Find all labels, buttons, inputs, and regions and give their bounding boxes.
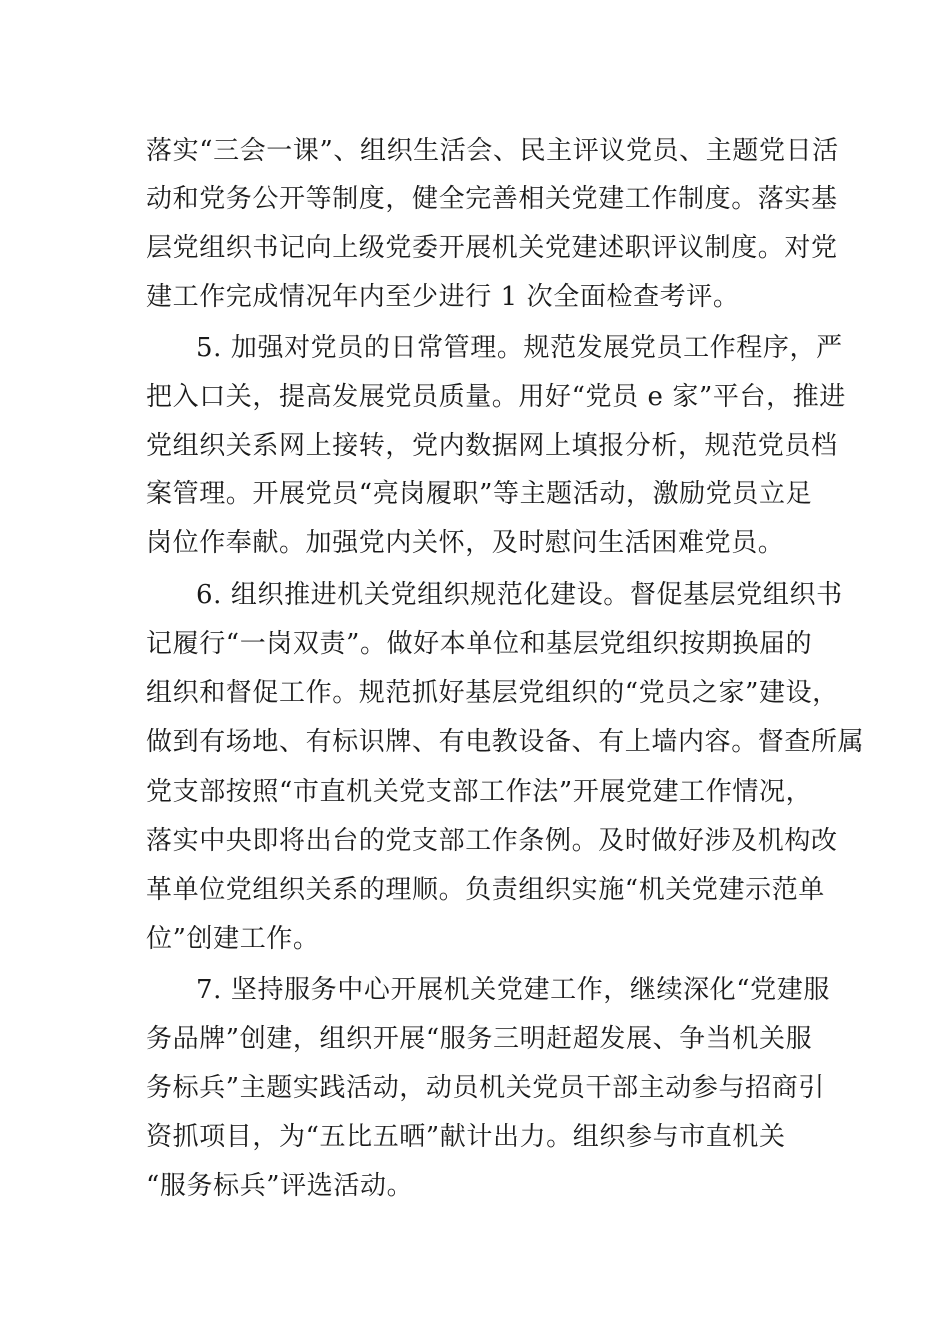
text-line-8: 案管理。开展党员“亮岗履职”等主题活动，激励党员立足 [146,479,813,509]
text-line-13: 做到有场地、有标识牌、有电教设备、有上墙内容。督查所属 [146,727,865,757]
text-line-16: 革单位党组织关系的理顺。负责组织实施“机关党建示范单 [146,875,825,905]
text-line-12: 组织和督促工作。规范抓好基层党组织的“党员之家”建设， [146,678,839,708]
text-line-2: 动和党务公开等制度，健全完善相关党建工作制度。落实基 [146,184,838,214]
text-line-21: 资抓项目，为“五比五晒”献计出力。组织参与市直机关 [146,1122,786,1152]
text-line-9: 岗位作奉献。加强党内关怀，及时慰问生活困难党员。 [146,528,785,558]
paragraph-5-start: 5. 加强对党员的日常管理。规范发展党员工作程序，严 [196,333,843,363]
text-line-7: 党组织关系网上接转，党内数据网上填报分析，规范党员档 [146,431,838,461]
text-line-6: 把入口关，提高发展党员质量。用好“党员 e 家”平台，推进 [146,382,846,412]
text-line-17: 位”创建工作。 [146,924,320,954]
text-line-14: 党支部按照“市直机关党支部工作法”开展党建工作情况， [146,777,813,807]
paragraph-6-start: 6. 组织推进机关党组织规范化建设。督促基层党组织书 [196,580,843,610]
text-line-4: 建工作完成情况年内至少进行 1 次全面检查考评。 [146,282,740,312]
text-line-11: 记履行“一岗双责”。做好本单位和基层党组织按期换届的 [146,629,813,659]
text-line-22: “服务标兵”评选活动。 [146,1171,414,1201]
text-line-1: 落实“三会一课”、组织生活会、民主评议党员、主题党日活 [146,136,839,166]
text-line-20: 务标兵”主题实践活动，动员机关党员干部主动参与招商引 [146,1073,825,1103]
text-line-15: 落实中央即将出台的党支部工作条例。及时做好涉及机构改 [146,826,838,856]
paragraph-7-start: 7. 坚持服务中心开展机关党建工作，继续深化“党建服 [196,975,830,1005]
text-line-3: 层党组织书记向上级党委开展机关党建述职评议制度。对党 [146,233,838,263]
text-line-19: 务品牌”创建，组织开展“服务三明赶超发展、争当机关服 [146,1024,813,1054]
